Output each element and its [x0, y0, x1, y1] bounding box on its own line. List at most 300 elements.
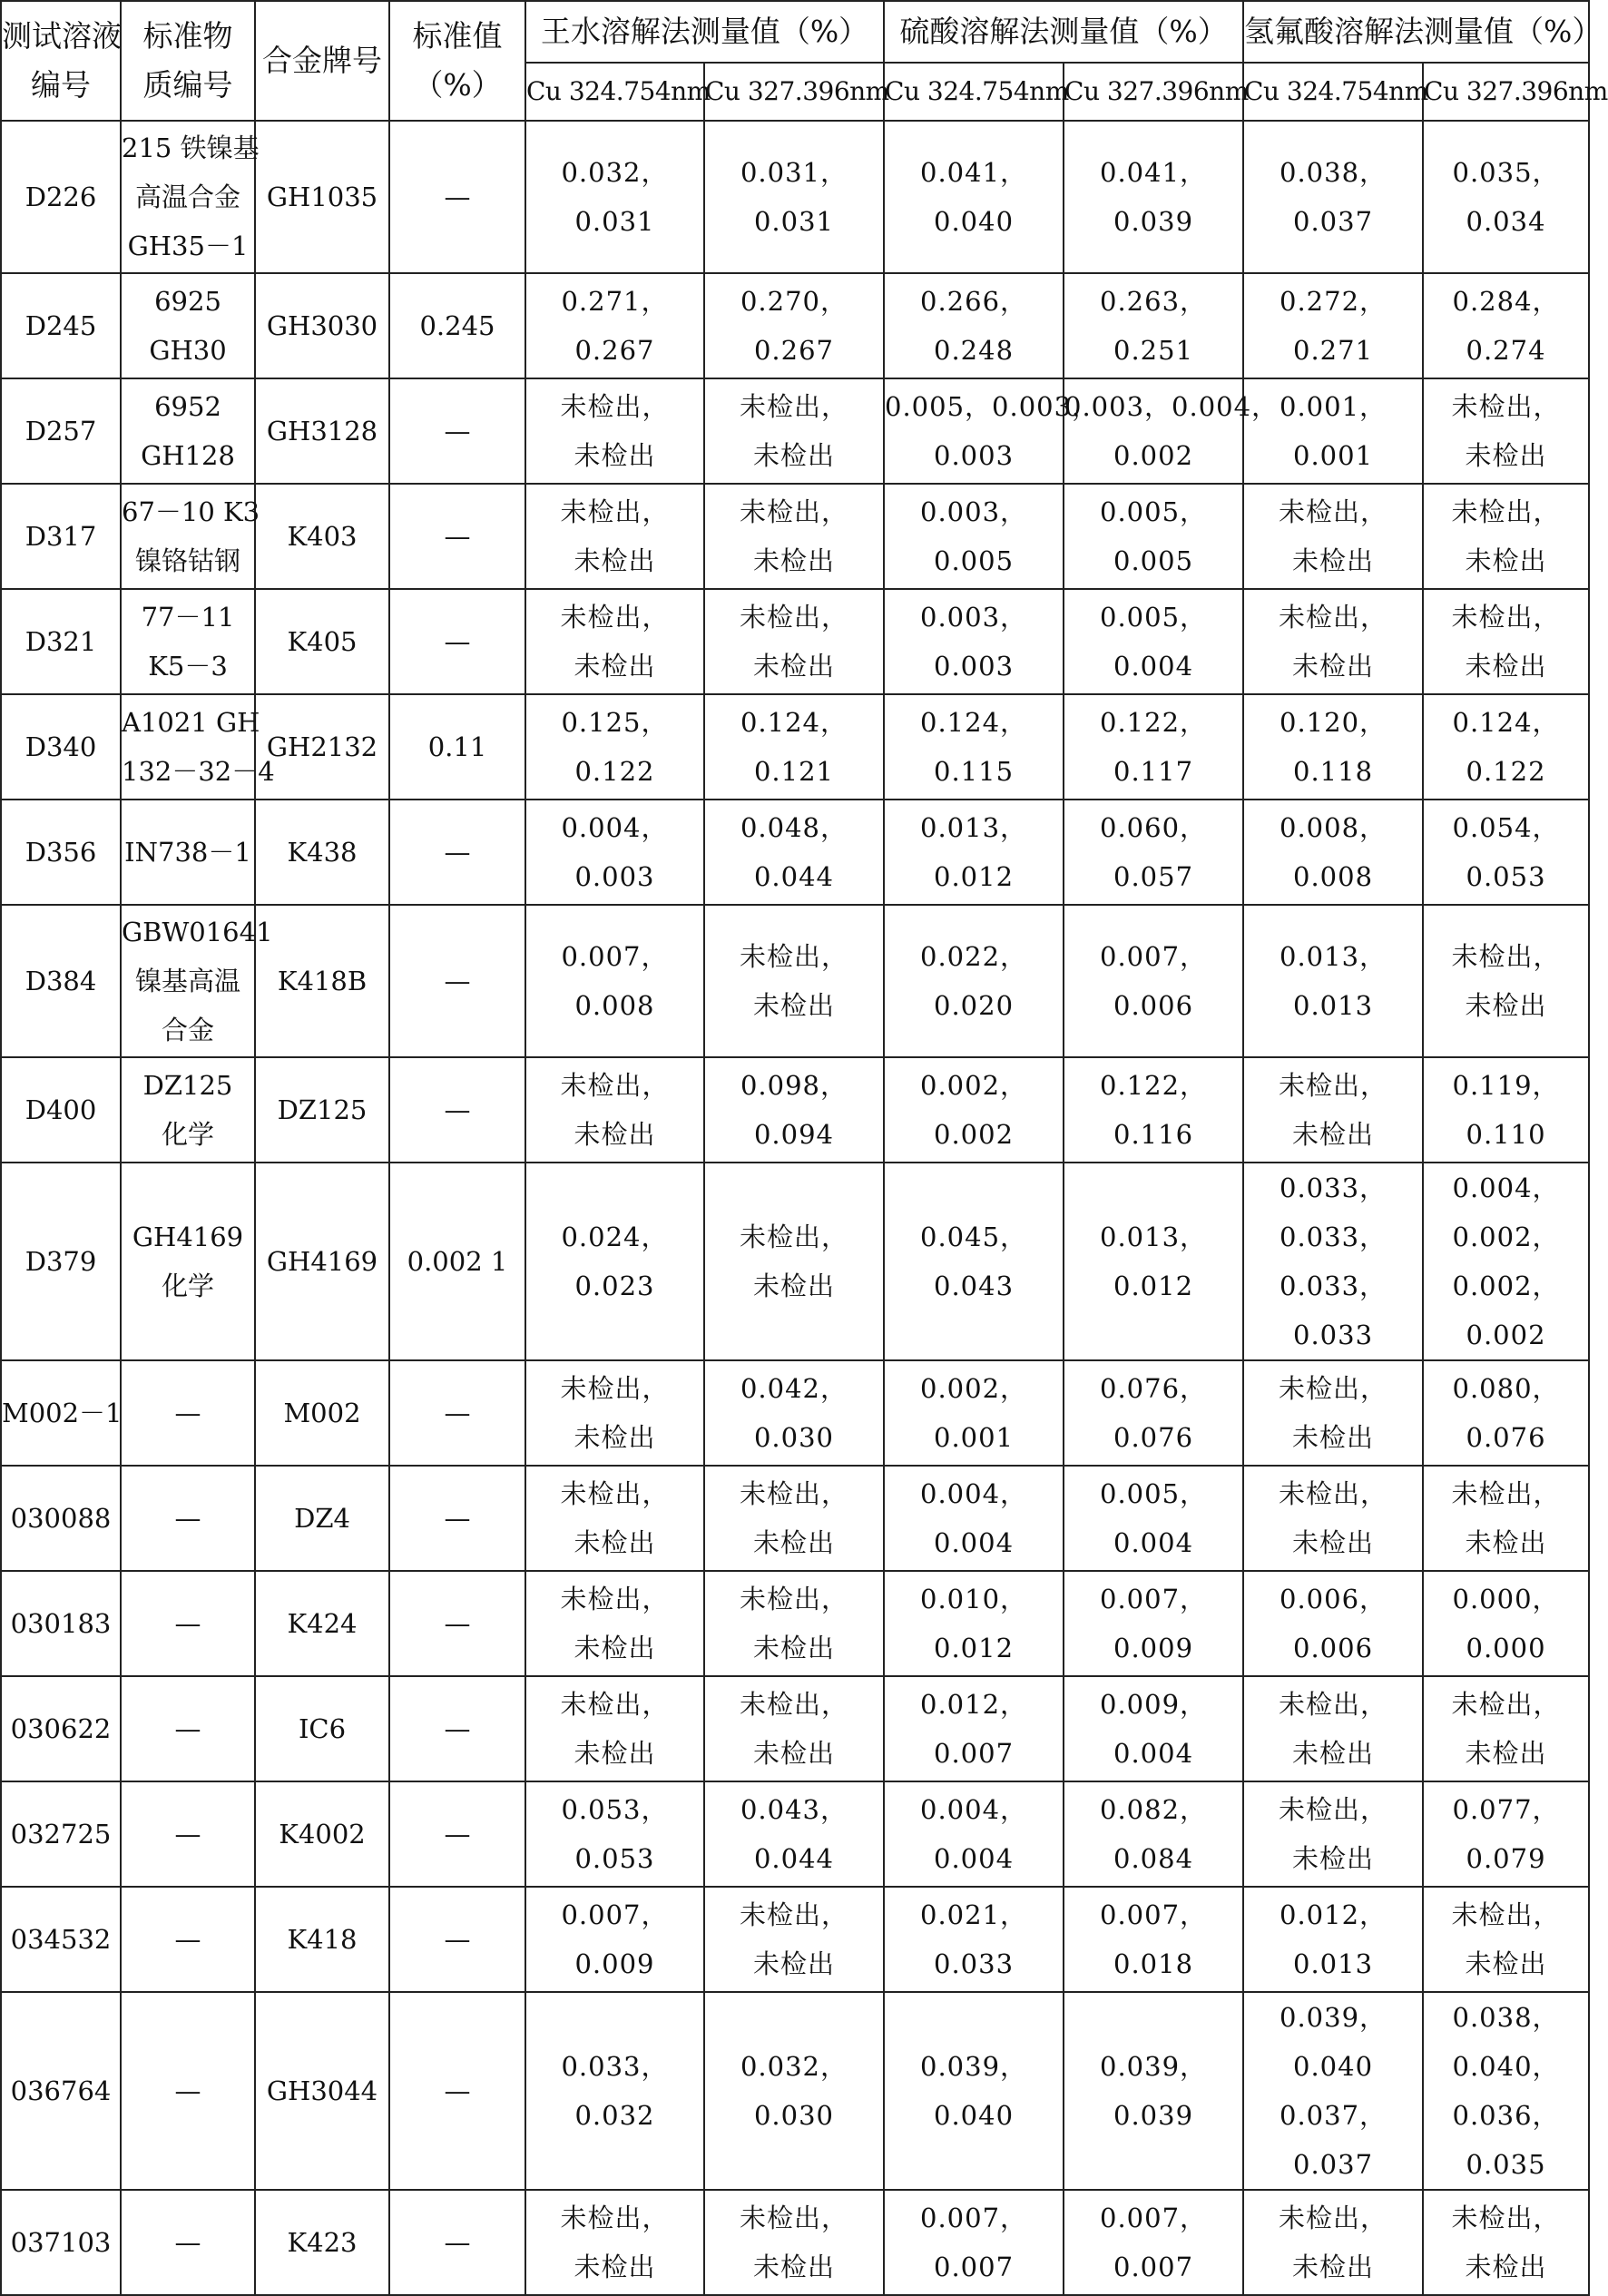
cell-measurement-line: 未检出，	[740, 496, 849, 527]
cell-measurement-line: 未检出	[1465, 1527, 1547, 1558]
cell-alloy-grade: GH1035	[255, 121, 389, 273]
cell-measurement-line: 0.033，	[1280, 1173, 1387, 1203]
cell-measurement-line: 0.094	[753, 1119, 835, 1150]
cell-solution-no: 030088	[1, 1466, 121, 1571]
cell-measurement-line: 0.012	[934, 1633, 1015, 1663]
cell-measurement-line: 未检出	[753, 1633, 836, 1663]
cell-measurement-line: 0.013	[1293, 1948, 1374, 1979]
header-wavelength: Cu 324.754nm	[884, 63, 1064, 121]
cell-alloy-grade: K405	[255, 589, 389, 694]
cell-measurement-line: 0.033	[1293, 1320, 1374, 1350]
table-row	[1, 589, 1589, 694]
header-wavelength: Cu 324.754nm	[1243, 63, 1423, 121]
cell-measurement	[525, 1360, 704, 1466]
cell-measurement-line: 未检出	[1465, 545, 1547, 576]
cell-measurement-line: 0.004	[1113, 1527, 1194, 1558]
cell-measurement	[704, 1992, 884, 2190]
cell-measurement-line: 0.035，	[1452, 157, 1560, 188]
cell-measurement-line: 0.045，	[920, 1222, 1028, 1252]
table-row	[1, 1887, 1589, 1992]
header-sulfuric-acid: 硫酸溶解法测量值（%）	[884, 1, 1243, 63]
cell-measurement-line: 未检出，	[1279, 2203, 1388, 2233]
cell-measurement-line: 0.054，	[1452, 812, 1560, 843]
cell-alloy-grade: GH3128	[255, 378, 389, 484]
header-alloy-grade: 合金牌号	[255, 1, 389, 121]
cell-measurement	[525, 1466, 704, 1571]
table-row	[1, 694, 1589, 800]
cell-measurement	[884, 273, 1064, 378]
cell-measurement	[1243, 800, 1423, 905]
cell-measurement-line: 0.042，	[740, 1373, 848, 1404]
cell-measurement	[525, 1676, 704, 1781]
cell-measurement-line: 0.005	[934, 545, 1015, 576]
cell-standard-value: —	[389, 121, 525, 273]
cell-measurement-line: 0.005，	[1100, 602, 1208, 633]
cell-measurement-line: 0.033，	[1280, 1222, 1387, 1252]
cell-measurement-line: 0.120，	[1280, 707, 1387, 738]
cell-ref-material-line: —	[174, 1924, 201, 1955]
cell-measurement	[1064, 1676, 1243, 1781]
cell-measurement	[1064, 2190, 1243, 2295]
cell-measurement-line: 未检出，	[560, 1478, 670, 1509]
cell-measurement-line: 未检出，	[1279, 1373, 1388, 1404]
cell-measurement-line: 未检出	[1292, 2252, 1375, 2282]
cell-ref-material	[121, 273, 255, 378]
cell-measurement	[704, 1571, 884, 1676]
cell-solution-no: D356	[1, 800, 121, 905]
cell-measurement-line: 0.032，	[740, 2051, 848, 2082]
cell-measurement-line: 未检出	[1465, 2252, 1547, 2282]
cell-measurement	[1064, 694, 1243, 800]
table-row	[1, 1992, 1589, 2190]
cell-solution-no: 034532	[1, 1887, 121, 1992]
cell-ref-material-line: GH128	[141, 440, 235, 471]
cell-measurement-line: 0.007，	[1100, 1899, 1208, 1930]
cell-measurement-line: 0.039	[1113, 206, 1194, 237]
cell-measurement	[1423, 589, 1589, 694]
cell-measurement	[1243, 1571, 1423, 1676]
cell-solution-no: D384	[1, 905, 121, 1057]
cell-ref-material-line: A1021 GH	[122, 707, 260, 738]
cell-ref-material-line: GH4169	[132, 1222, 244, 1252]
cell-standard-value: —	[389, 589, 525, 694]
cell-measurement	[884, 1992, 1064, 2190]
cell-measurement-line: 0.060，	[1100, 812, 1208, 843]
cell-measurement	[884, 1887, 1064, 1992]
header-standard-value: 标准值 （%）	[389, 1, 525, 121]
cell-measurement-line: 0.039，	[1280, 2002, 1387, 2033]
cell-measurement-line: 0.013	[1293, 990, 1374, 1021]
cell-measurement-line: 0.004	[934, 1843, 1015, 1874]
cell-ref-material	[121, 1676, 255, 1781]
cell-measurement-line: 0.013，	[920, 812, 1028, 843]
cell-measurement-line: 0.267	[574, 335, 655, 366]
cell-measurement-line: 0.010，	[920, 1584, 1028, 1614]
cell-measurement-line: 0.031	[574, 206, 655, 237]
cell-measurement-line: 0.043	[934, 1271, 1015, 1301]
cell-measurement-line: 未检出	[574, 440, 656, 471]
cell-measurement	[884, 694, 1064, 800]
cell-measurement-line: 未检出	[574, 1633, 656, 1663]
cell-standard-value: —	[389, 1676, 525, 1781]
cell-measurement-line: 0.003	[934, 651, 1015, 682]
cell-measurement-line: 0.033，	[1280, 1271, 1387, 1301]
cell-measurement	[525, 800, 704, 905]
cell-measurement-line: 未检出，	[740, 1478, 849, 1509]
cell-alloy-grade: K423	[255, 2190, 389, 2295]
cell-ref-material-line: 6952	[154, 391, 221, 422]
table-row	[1, 1781, 1589, 1887]
table-row	[1, 1676, 1589, 1781]
cell-measurement-line: 未检出，	[560, 1584, 670, 1614]
cell-measurement-line: 0.009	[1113, 1633, 1194, 1663]
cell-measurement	[1064, 1571, 1243, 1676]
header-ref-material-no: 标准物 质编号	[121, 1, 255, 121]
cell-measurement-line: 未检出，	[1279, 1689, 1388, 1720]
cell-measurement	[525, 121, 704, 273]
cell-ref-material-line: —	[174, 1503, 201, 1534]
table-row	[1, 2190, 1589, 2295]
cell-alloy-grade: K418	[255, 1887, 389, 1992]
cell-measurement-line: 未检出	[574, 2252, 656, 2282]
cell-measurement-line: 0.039，	[920, 2051, 1028, 2082]
cell-measurement-line: 未检出	[753, 545, 836, 576]
cell-measurement-line: 未检出	[753, 1738, 836, 1769]
table-row	[1, 121, 1589, 273]
cell-measurement	[884, 1057, 1064, 1163]
cell-alloy-grade: GH3030	[255, 273, 389, 378]
cell-measurement-line: 0.003，0.004，	[1064, 391, 1280, 422]
cell-measurement-line: 未检出，	[740, 1899, 849, 1930]
cell-measurement	[884, 1360, 1064, 1466]
cell-measurement	[704, 121, 884, 273]
cell-alloy-grade: K4002	[255, 1781, 389, 1887]
cell-measurement-line: 未检出	[1292, 1843, 1375, 1874]
cell-ref-material-line: IN738－1	[124, 837, 251, 868]
cell-measurement-line: 未检出	[1292, 1738, 1375, 1769]
cell-measurement-line: 0.274	[1466, 335, 1546, 366]
cell-measurement-line: 0.000	[1466, 1633, 1546, 1663]
cell-ref-material-line: K5－3	[148, 651, 228, 682]
cell-measurement-line: 0.077，	[1452, 1794, 1560, 1825]
cell-measurement-line: 0.040	[1293, 2051, 1374, 2082]
cell-measurement-line: 0.124，	[920, 707, 1028, 738]
cell-measurement-line: 0.023	[574, 1271, 655, 1301]
cell-measurement	[704, 2190, 884, 2295]
cell-measurement-line: 未检出，	[560, 1689, 670, 1720]
cell-measurement-line: 0.117	[1113, 756, 1194, 787]
cell-ref-material	[121, 378, 255, 484]
cell-measurement-line: 0.003	[574, 861, 655, 892]
cell-measurement	[1243, 1676, 1423, 1781]
cell-measurement-line: 0.122，	[1100, 707, 1208, 738]
cell-measurement-line: 0.251	[1113, 335, 1194, 366]
cell-measurement-line: 0.000，	[1452, 1584, 1560, 1614]
cell-measurement-line: 未检出，	[560, 602, 670, 633]
cell-ref-material	[121, 800, 255, 905]
header-wavelength: Cu 327.396nm	[1064, 63, 1243, 121]
header-row-1	[1, 1, 1589, 63]
cell-measurement	[884, 484, 1064, 589]
cell-measurement-line: 未检出	[753, 990, 836, 1021]
cell-measurement-line: 0.007，	[1100, 941, 1208, 972]
cell-measurement	[704, 1781, 884, 1887]
cell-measurement-line: 未检出，	[740, 1222, 849, 1252]
cell-measurement	[525, 2190, 704, 2295]
cell-measurement	[704, 1163, 884, 1360]
cell-measurement-line: 0.002，	[920, 1373, 1028, 1404]
cell-measurement-line: 0.007，	[561, 941, 669, 972]
cell-ref-material-line: —	[174, 1713, 201, 1744]
cell-measurement-line: 0.032，	[561, 157, 669, 188]
cell-measurement-line: 0.030	[753, 2100, 835, 2131]
cell-measurement	[1423, 905, 1589, 1057]
cell-alloy-grade: GH4169	[255, 1163, 389, 1360]
cell-ref-material	[121, 1057, 255, 1163]
cell-measurement	[1243, 905, 1423, 1057]
cell-measurement-line: 0.041，	[1100, 157, 1208, 188]
cell-alloy-grade: M002	[255, 1360, 389, 1466]
cell-measurement	[1423, 1163, 1589, 1360]
cell-measurement	[1064, 1466, 1243, 1571]
cell-ref-material-line: GBW01641	[122, 917, 273, 947]
cell-measurement-line: 0.284，	[1452, 286, 1560, 317]
cell-measurement-line: 0.122	[574, 756, 655, 787]
cell-ref-material-line: 132－32－4	[122, 756, 275, 787]
cell-solution-no: D317	[1, 484, 121, 589]
cell-measurement	[1064, 1057, 1243, 1163]
cell-measurement-line: 未检出	[574, 1119, 656, 1150]
cell-measurement	[884, 378, 1100, 484]
cell-measurement	[884, 1571, 1064, 1676]
table-row	[1, 1360, 1589, 1466]
cell-ref-material-line: 镍铬钴钢	[134, 545, 240, 576]
cell-measurement-line: 0.270，	[740, 286, 848, 317]
cell-measurement-line: 未检出	[753, 1948, 836, 1979]
cell-measurement	[1243, 1163, 1423, 1360]
cell-measurement-line: 未检出，	[1451, 391, 1561, 422]
cell-solution-no: D321	[1, 589, 121, 694]
cell-measurement-line: 0.119，	[1452, 1070, 1560, 1101]
cell-measurement-line: 0.266，	[920, 286, 1028, 317]
cell-ref-material	[121, 905, 273, 1057]
cell-measurement	[1243, 1466, 1423, 1571]
cell-ref-material-line: 高温合金	[134, 182, 240, 212]
cell-measurement-line: 0.024，	[561, 1222, 669, 1252]
cell-measurement	[1423, 484, 1589, 589]
header-wavelength: Cu 327.396nm	[1423, 63, 1589, 121]
table-body	[1, 121, 1589, 2295]
cell-measurement-line: 未检出	[574, 1527, 656, 1558]
cell-measurement	[1064, 1992, 1243, 2190]
cell-measurement-line: 0.030	[753, 1422, 835, 1453]
cell-measurement	[1064, 1781, 1243, 1887]
cell-measurement-line: 0.035	[1466, 2149, 1546, 2180]
table-row	[1, 1057, 1589, 1163]
cell-ref-material	[121, 1992, 255, 2190]
cell-measurement	[1064, 273, 1243, 378]
cell-measurement-line: 0.053	[574, 1843, 655, 1874]
cell-measurement	[704, 378, 884, 484]
cell-standard-value: —	[389, 1360, 525, 1466]
cell-measurement	[1423, 1676, 1589, 1781]
cell-solution-no: M002－1	[1, 1360, 121, 1466]
cell-measurement	[704, 1360, 884, 1466]
cell-measurement-line: 0.115	[934, 756, 1015, 787]
cell-measurement-line: 0.008	[574, 990, 655, 1021]
cell-standard-value: —	[389, 1887, 525, 1992]
cell-solution-no: D257	[1, 378, 121, 484]
cell-measurement-line: 0.033	[934, 1948, 1015, 1979]
cell-measurement-line: 0.267	[753, 335, 835, 366]
cell-ref-material	[121, 1887, 255, 1992]
cell-measurement-line: 0.080，	[1452, 1373, 1560, 1404]
cell-measurement-line: 0.076	[1113, 1422, 1194, 1453]
cell-measurement-line: 0.044	[753, 1843, 835, 1874]
cell-measurement	[1243, 1360, 1423, 1466]
cell-measurement-line: 0.002	[1466, 1320, 1546, 1350]
cell-measurement-line: 0.040	[934, 206, 1015, 237]
cell-standard-value: 0.245	[389, 273, 525, 378]
cell-measurement	[1064, 905, 1243, 1057]
cell-measurement	[884, 1676, 1064, 1781]
cell-measurement-line: 0.248	[934, 335, 1015, 366]
header-aqua-regia: 王水溶解法测量值（%）	[525, 1, 884, 63]
cell-measurement	[704, 1676, 884, 1781]
cell-measurement-line: 0.271	[1293, 335, 1374, 366]
cell-measurement-line: 0.004，	[920, 1478, 1028, 1509]
cell-measurement-line: 0.002，	[1452, 1222, 1560, 1252]
cell-measurement	[1064, 484, 1243, 589]
cell-measurement	[525, 273, 704, 378]
cell-measurement-line: 0.272，	[1280, 286, 1387, 317]
cell-measurement-line: 未检出	[1465, 440, 1547, 471]
cell-measurement	[525, 1057, 704, 1163]
cell-measurement	[704, 800, 884, 905]
cell-measurement-line: 0.041，	[920, 157, 1028, 188]
cell-measurement-line: 未检出，	[1279, 496, 1388, 527]
cell-measurement-line: 未检出，	[740, 941, 849, 972]
cell-ref-material-line: GH30	[149, 335, 227, 366]
cell-measurement	[1243, 1887, 1423, 1992]
cell-measurement-line: 0.005	[1113, 545, 1194, 576]
cell-measurement	[704, 1057, 884, 1163]
cell-measurement-line: 0.009，	[1100, 1689, 1208, 1720]
cell-measurement-line: 0.005，	[1100, 496, 1208, 527]
cell-measurement-line: 0.013，	[1280, 941, 1387, 972]
cell-measurement	[704, 1887, 884, 1992]
cell-measurement-line: 0.037	[1293, 2149, 1374, 2180]
cell-measurement-line: 0.013，	[1100, 1222, 1208, 1252]
cell-measurement-line: 0.079	[1466, 1843, 1546, 1874]
cell-measurement-line: 未检出，	[1451, 602, 1561, 633]
cell-measurement-line: 0.037	[1293, 206, 1374, 237]
cell-ref-material-line: —	[174, 1819, 201, 1850]
cell-measurement	[525, 589, 704, 694]
cell-measurement-line: 0.271，	[561, 286, 669, 317]
cell-measurement-line: 0.007	[1113, 2252, 1194, 2282]
cell-measurement-line: 未检出，	[740, 391, 849, 422]
cell-ref-material	[121, 121, 260, 273]
cell-measurement-line: 0.002	[934, 1119, 1015, 1150]
cell-measurement-line: 0.002	[1113, 440, 1194, 471]
cell-measurement-line: 0.021，	[920, 1899, 1028, 1930]
cell-measurement	[1243, 589, 1423, 694]
cell-measurement	[525, 1163, 704, 1360]
cell-measurement	[884, 905, 1064, 1057]
cell-measurement-line: 0.004	[1113, 1738, 1194, 1769]
cell-measurement-line: 0.076	[1466, 1422, 1546, 1453]
cell-solution-no: 030183	[1, 1571, 121, 1676]
cell-measurement-line: 0.004，	[561, 812, 669, 843]
cell-ref-material-line: 215 铁镍基	[122, 132, 260, 163]
cell-measurement	[1064, 1887, 1243, 1992]
cell-solution-no: D245	[1, 273, 121, 378]
cell-standard-value: —	[389, 800, 525, 905]
cell-ref-material	[121, 2190, 255, 2295]
cell-measurement-line: 未检出，	[1451, 1689, 1561, 1720]
cell-measurement-line: 0.125，	[561, 707, 669, 738]
cell-measurement-line: 0.124，	[1452, 707, 1560, 738]
cell-measurement-line: 0.002，	[920, 1070, 1028, 1101]
cell-alloy-grade: GH3044	[255, 1992, 389, 2190]
cell-measurement-line: 未检出	[1465, 651, 1547, 682]
cell-ref-material-line: 镍基高温	[134, 966, 240, 996]
cell-standard-value: —	[389, 905, 525, 1057]
cell-measurement-line: 0.003，	[920, 496, 1028, 527]
cell-measurement-line: 未检出	[574, 651, 656, 682]
cell-measurement-line: 0.005，0.003，	[885, 391, 1100, 422]
cell-alloy-grade: K438	[255, 800, 389, 905]
cell-measurement-line: 0.006，	[1280, 1584, 1387, 1614]
cell-ref-material	[121, 1466, 255, 1571]
cell-measurement-line: 0.004	[1113, 651, 1194, 682]
cell-ref-material	[121, 694, 275, 800]
table-row	[1, 378, 1589, 484]
cell-measurement-line: 未检出	[574, 1422, 656, 1453]
cell-standard-value: —	[389, 378, 525, 484]
cell-measurement	[704, 589, 884, 694]
cell-measurement-line: 未检出	[574, 1738, 656, 1769]
cell-measurement-line: 未检出，	[1451, 2203, 1561, 2233]
cell-measurement-line: 0.018	[1113, 1948, 1194, 1979]
cell-measurement-line: 未检出	[753, 651, 836, 682]
cell-measurement-line: 0.001，	[1280, 391, 1387, 422]
cell-measurement-line: 未检出，	[560, 2203, 670, 2233]
cell-measurement	[1243, 694, 1423, 800]
cell-ref-material	[121, 1360, 255, 1466]
header-wavelength: Cu 324.754nm	[525, 63, 704, 121]
cell-ref-material-line: —	[174, 1608, 201, 1639]
cell-measurement-line: 未检出，	[1279, 1070, 1388, 1101]
cell-measurement	[1243, 1057, 1423, 1163]
cell-ref-material-line: —	[174, 2227, 201, 2258]
table-row	[1, 1466, 1589, 1571]
cell-alloy-grade: K418B	[255, 905, 389, 1057]
cell-solution-no: D340	[1, 694, 121, 800]
cell-measurement	[1243, 1781, 1423, 1887]
cell-measurement-line: 0.076，	[1100, 1373, 1208, 1404]
table-row	[1, 1163, 1589, 1360]
cell-measurement-line: 未检出，	[1279, 602, 1388, 633]
cell-measurement-line: 未检出，	[1451, 1478, 1561, 1509]
cell-measurement-line: 未检出，	[1451, 1899, 1561, 1930]
cell-measurement	[1423, 1992, 1589, 2190]
cell-measurement-line: 0.118	[1293, 756, 1374, 787]
cell-measurement-line: 未检出，	[560, 1373, 670, 1404]
cell-solution-no: 036764	[1, 1992, 121, 2190]
cell-measurement-line: 0.006	[1293, 1633, 1374, 1663]
